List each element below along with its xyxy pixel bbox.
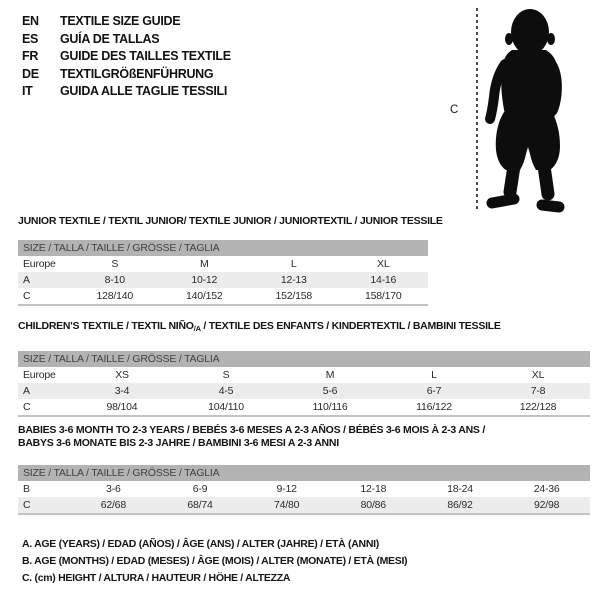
height-measure-label: C [450, 104, 459, 116]
table-cell: 4-5 [218, 384, 234, 397]
table-cell: 86/92 [447, 499, 473, 511]
children-table [18, 351, 590, 417]
table-cell: 14-16 [370, 273, 397, 286]
table-cell: 110/116 [312, 400, 348, 413]
language-code: FR [22, 49, 39, 63]
table-cell: 152/158 [275, 289, 313, 302]
table-cell: 6-9 [192, 483, 208, 495]
toddler-silhouette-shape [490, 9, 560, 207]
table-cell: 92/98 [534, 499, 560, 511]
height-measure-dotted-line [476, 8, 478, 212]
table-cell: 18-24 [447, 483, 473, 495]
row-label: C [23, 499, 31, 511]
table-cell: 68/74 [187, 499, 213, 511]
babies-title-line2: BABYS 3-6 MONATE BIS 2-3 JAHRE / BAMBINI 3-6 MESI A 2-3 ANNI [18, 436, 339, 449]
size-header-bar: SIZE / TALLA / TAILLE / GRÖSSE / TAGLIA [18, 240, 428, 256]
footnote-a: A. AGE (YEARS) / EDAD (AÑOS) / ÂGE (ANS) / ALTER (JAHRE) / ETÀ (ANNI) [22, 538, 379, 550]
footnote-b: B. AGE (MONTHS) / EDAD (MESES) / ÂGE (MOIS) / ALTER (MONATE) / ETÀ (MESI) [22, 555, 408, 567]
table-cell: 9-12 [276, 483, 297, 495]
language-code: DE [22, 66, 39, 81]
table-cell: M [325, 368, 335, 381]
table-cell: 8-10 [104, 273, 125, 286]
table-cell: XL [531, 368, 545, 381]
table-cell: 3-4 [114, 384, 130, 397]
table-cell: L [431, 368, 437, 381]
table-row-age [18, 383, 590, 399]
table-cell: XS [115, 368, 129, 381]
junior-table-title: JUNIOR TEXTILE / TEXTIL JUNIOR/ TEXTILE JUNIOR / JUNIORTEXTIL / JUNIOR TESSILE [18, 215, 443, 227]
table-cell: 122/128 [519, 400, 557, 413]
footnote-c: C. (cm) HEIGHT / ALTURA / HAUTEUR / HÖHE / ALTEZZA [22, 572, 291, 584]
table-cell: 74/80 [274, 499, 300, 511]
language-title: TEXTILGRÖßENFÜHRUNG [60, 66, 214, 81]
table-cell: 3-6 [106, 483, 121, 495]
language-row-it [22, 83, 231, 101]
table-cell: XL [377, 257, 390, 270]
babies-table-title [18, 424, 590, 449]
table-cell: M [199, 257, 209, 270]
language-title: TEXTILE SIZE GUIDE [60, 14, 181, 28]
table-cell: 158/170 [364, 289, 402, 302]
table-cell: 140/152 [185, 289, 223, 302]
children-table-section [18, 320, 590, 417]
row-label: Europe [23, 368, 56, 381]
language-code: EN [22, 14, 39, 28]
language-row-fr [22, 48, 231, 66]
language-row-es [22, 31, 231, 49]
language-row-de [22, 66, 231, 84]
table-cell: 104/110 [208, 400, 244, 413]
language-title: GUÍA DE TALLAS [60, 31, 160, 46]
table-cell: 98/104 [106, 400, 138, 413]
table-cell: 24-36 [533, 483, 560, 495]
row-label: B [23, 483, 30, 495]
children-title-part: / TEXTILE DES ENFANTS / KINDERTEXTIL / BAMBINI TESSILE [200, 320, 501, 332]
language-code: ES [22, 31, 39, 46]
table-cell: 12-13 [280, 273, 307, 286]
language-code: IT [22, 84, 33, 98]
table-cell: 62/68 [100, 499, 126, 511]
table-cell: 116/122 [416, 400, 452, 413]
toddler-silhouette-image [484, 6, 570, 214]
babies-table-section [18, 424, 590, 515]
junior-table-section [18, 215, 443, 306]
table-row-europe [18, 256, 428, 272]
table-cell: 7-8 [530, 384, 546, 397]
table-cell: S [111, 257, 119, 270]
table-row-europe [18, 367, 590, 383]
table-cell: S [222, 368, 230, 381]
table-cell: 80/86 [360, 499, 386, 511]
language-row-en [22, 13, 231, 31]
table-cell: 128/140 [96, 289, 134, 302]
babies-table [18, 465, 590, 515]
row-label: Europe [23, 257, 56, 270]
row-label: C [23, 289, 31, 302]
children-title-part: CHILDREN'S TEXTILE / TEXTIL NIÑO [18, 320, 194, 332]
table-cell: 6-7 [426, 384, 442, 397]
language-title: GUIDA ALLE TAGLIE TESSILI [60, 84, 228, 98]
language-title: GUIDE DES TAILLES TEXTILE [60, 49, 231, 63]
table-row-height [18, 288, 428, 304]
children-title-subscript: /A [193, 324, 201, 333]
table-row-height [18, 399, 590, 415]
row-label: A [23, 273, 30, 286]
children-table-title [18, 320, 590, 336]
language-title-list [22, 13, 231, 101]
table-cell: 10-12 [191, 273, 218, 286]
table-row-height [18, 497, 590, 513]
table-cell: 12-18 [360, 483, 387, 495]
row-label: C [23, 400, 31, 413]
size-header-bar: SIZE / TALLA / TAILLE / GRÖSSE / TAGLIA [18, 351, 590, 367]
row-label: A [23, 384, 30, 397]
table-cell: L [290, 257, 297, 270]
table-cell: 5-6 [322, 384, 338, 397]
table-row-months [18, 481, 590, 497]
junior-table [18, 240, 428, 306]
babies-title-line1: BABIES 3-6 MONTH TO 2-3 YEARS / BEBÉS 3-6 MESES A 2-3 AÑOS / BÉBÉS 3-6 MOIS À 2-3 ANS / [18, 424, 486, 436]
table-row-age [18, 272, 428, 288]
footnotes [22, 536, 407, 587]
size-header-bar: SIZE / TALLA / TAILLE / GRÖSSE / TAGLIA [18, 465, 590, 481]
